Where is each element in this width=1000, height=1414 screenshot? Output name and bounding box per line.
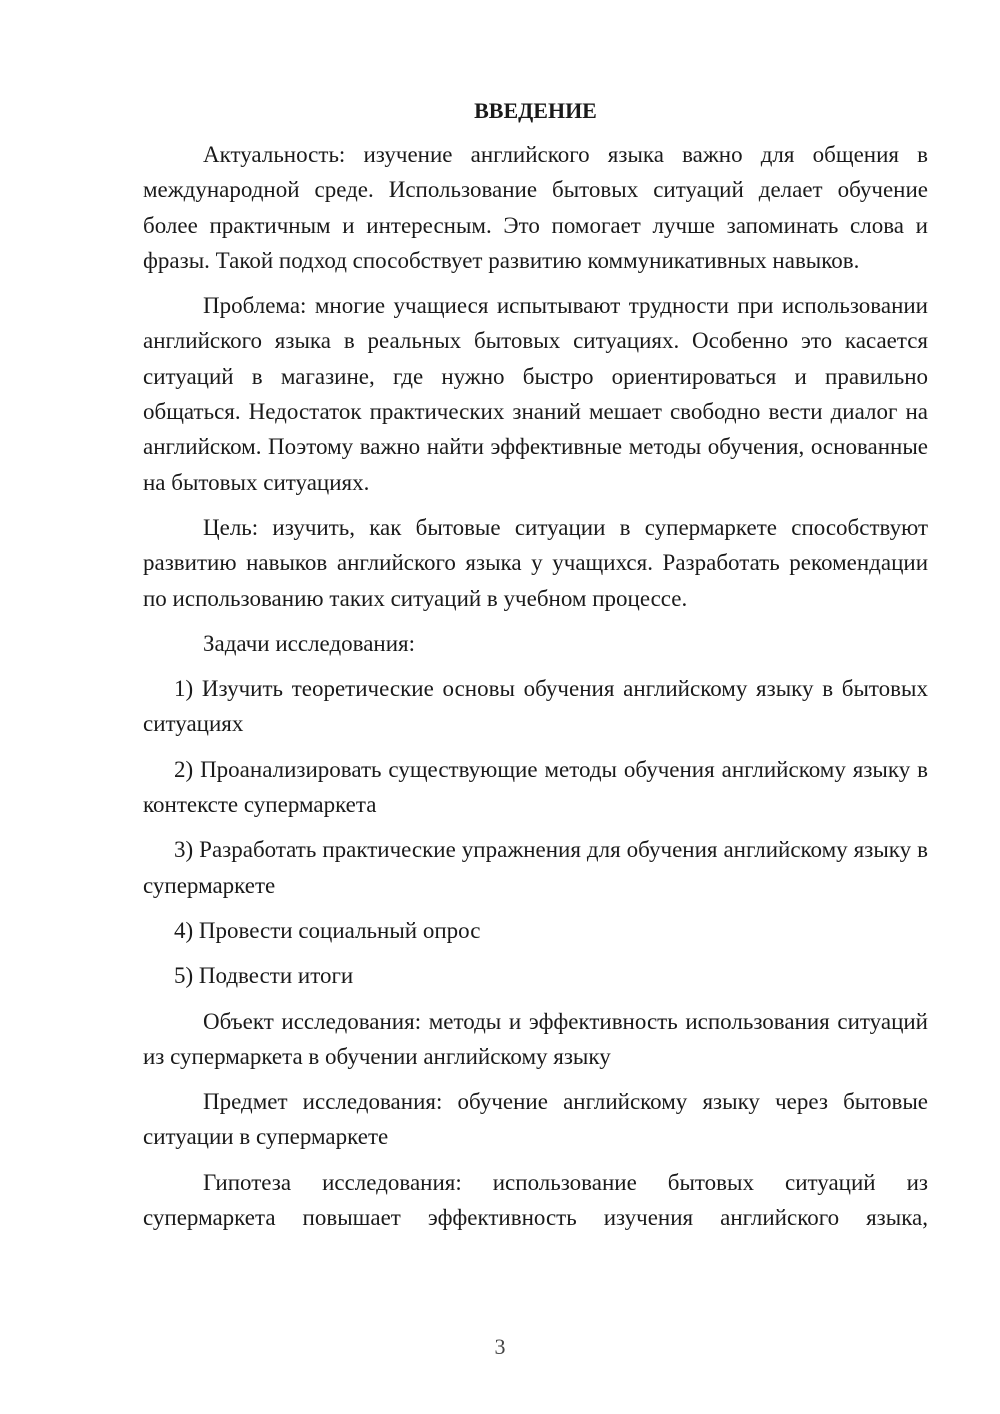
document-body xyxy=(143,93,928,1235)
subject-paragraph: Предмет исследования: обучение английскому языку через бытовые ситуации в супермаркете xyxy=(143,1089,928,1150)
task-item-3: 3) Разработать практические упражнения для обучения английскому языку в супермаркете xyxy=(143,837,928,898)
task-item-2: 2) Проанализировать существующие методы обучения английскому языку в контексте супермаркета xyxy=(143,756,928,818)
task-item-1: 1) Изучить теоретические основы обучения английскому языку в бытовых ситуациях xyxy=(143,676,928,737)
problem-paragraph: Проблема: многие учащиеся испытывают трудности при использовании английского языка в реальных бытовых ситуациях. Особенно это касается ситуаций в магазине, где нужно быстро ориентироваться и правильно общаться. Недостаток практических знаний мешает свободно вести диалог на английском. Поэтому важно найти эффективные методы обучения, основанные на бытовых ситуациях. xyxy=(143,293,928,495)
relevance-paragraph: Актуальность: изучение английского языка важно для общения в международной среде. Использование бытовых ситуаций делает обучение более практичным и интересным. Это помогает лучше запоминать слова и фразы. Такой подход способствует развитию коммуникативных навыков. xyxy=(143,142,928,273)
task-item-4: 4) Провести социальный опрос xyxy=(174,917,481,943)
object-paragraph: Объект исследования: методы и эффективность использования ситуаций из супермаркета в обучении английскому языку xyxy=(143,1008,928,1069)
section-heading: ВВЕДЕНИЕ xyxy=(474,98,597,123)
hypothesis-paragraph: Гипотеза исследования: использование бытовых ситуаций из супермаркета повышает эффективность изучения английского языка, xyxy=(143,1169,928,1231)
page-number: 3 xyxy=(494,1334,506,1359)
goal-paragraph: Цель: изучить, как бытовые ситуации в супермаркете способствуют развитию навыков английского языка у учащихся. Разработать рекомендации по использованию таких ситуаций в учебном процессе. xyxy=(143,514,928,611)
task-item-5: 5) Подвести итоги xyxy=(174,963,354,989)
tasks-intro: Задачи исследования: xyxy=(203,630,416,656)
